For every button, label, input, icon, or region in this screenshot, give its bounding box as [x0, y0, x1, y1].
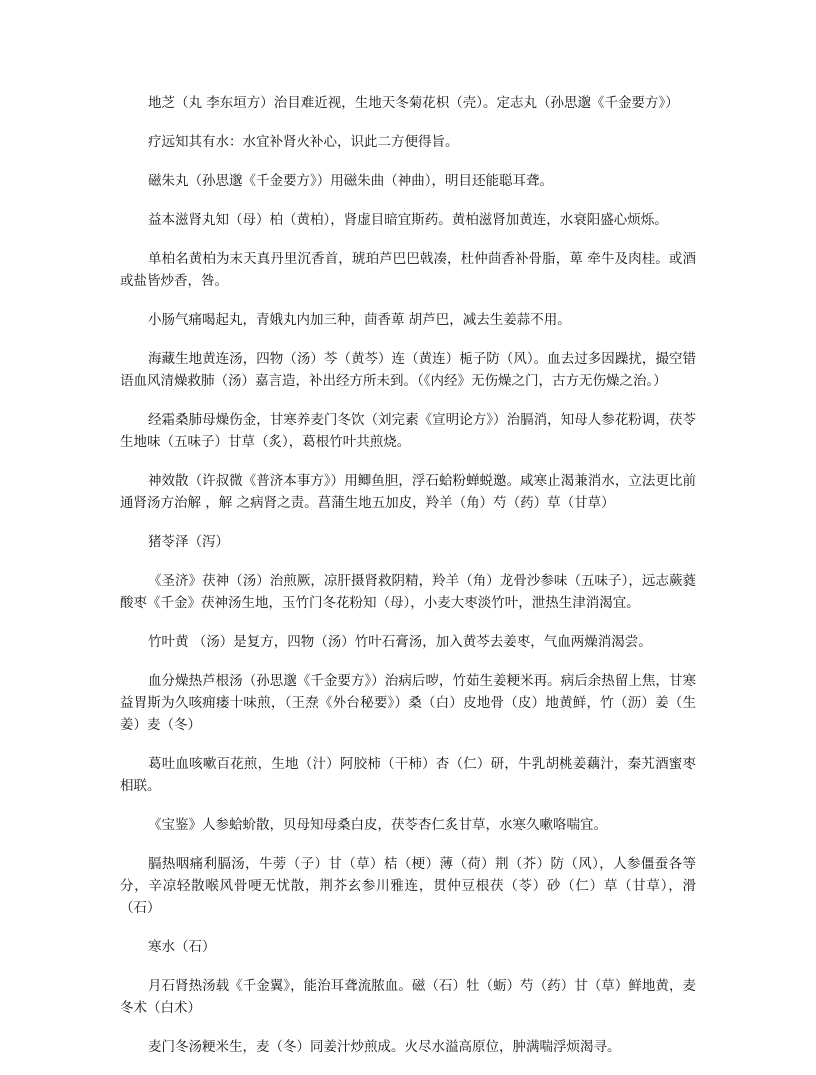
paragraph: 猪苓泽（泻）: [148, 534, 229, 550]
paragraph: 麦门冬汤粳米生，麦（冬）同姜汁炒煎成。火尽水溢高原位，肿满喘浮烦渴寻。: [148, 1039, 621, 1055]
paragraph: 竹叶黄 （汤）是复方，四物（汤）竹叶石膏汤，加入黄芩去姜枣，气血两燥消渴尝。: [148, 634, 652, 650]
paragraph: 磁朱丸（孙思邈《千金要方》）用磁朱曲（神曲），明目还能聪耳聋。: [148, 173, 553, 189]
paragraph: 经霜桑肺母燥伤金，甘寒养麦门冬饮（刘完素《宣明论方》）治膈消，知母人参花粉调，茯苓生地味（五味子）甘草（炙），葛根竹叶共煎烧。: [120, 412, 696, 450]
paragraph: 血分燥热芦根汤（孙思邈《千金要方》）治病后哕，竹茹生姜粳米再。病后余热留上焦，甘寒益胃斯为久咳痈瘘十味煎，（王焘《外台秘要》）桑（白）皮地骨（皮）地黄鲜，竹（沥）姜（生姜）麦（冬）: [120, 673, 696, 733]
paragraph: 地芝（丸 李东垣方）治目难近视，生地天冬菊花枳（壳）。定志丸（孙思邈《千金要方》）: [148, 95, 679, 111]
paragraph: 《圣济》茯神（汤）治煎厥，凉肝摄肾救阴精，羚羊（角）龙骨沙参味（五味子），远志蕨蕤酸枣《千金》茯神汤生地，玉竹门冬花粉知（母），小麦大枣淡竹叶，泄热生津消渴宜。: [120, 573, 696, 611]
paragraph: 神效散（许叔微《普济本事方》）用鲫鱼胆，浮石蛤粉蝉蜕邀。咸寒止渴兼消水，立法更比前通肾汤方治解 ，解 之病肾之责。菖蒲生地五加皮，羚羊（角）芍（药）草（甘草）: [120, 473, 696, 511]
paragraph: 寒水（石）: [148, 939, 216, 955]
paragraph: 葛吐血咳嗽百花煎，生地（汁）阿胶柿（干柿）杏（仁）研，牛乳胡桃姜藕汁，秦艽酒蜜枣相联。: [120, 756, 696, 794]
document-body: [120, 92, 696, 1075]
paragraph: 小肠气痛喝起丸，青娥丸内加三种，茴香萆 胡芦巴，减去生姜蒜不用。: [148, 312, 571, 328]
paragraph: 海藏生地黄连汤，四物（汤）芩（黄芩）连（黄连）栀子防（风）。血去过多因躁扰，撮空错语血风清燥救肺（汤）嘉言造，补出经方所未到。（《内经》无伤燥之门，古方无伤燥之治。）: [120, 351, 696, 389]
paragraph: 《宝鉴》人参蛤蚧散，贝母知母桑白皮，茯苓杏仁炙甘草，水寒久嗽咯喘宜。: [148, 817, 607, 833]
paragraph: 膈热咽痛利膈汤，牛蒡（子）甘（草）桔（梗）薄（荷）荆（芥）防（风），人参僵蚕各等分，辛凉轻散喉风骨哽无忧散，荆芥玄参川雅连，贯仲豆根茯（苓）砂（仁）草（甘草），滑（石）: [120, 856, 696, 916]
paragraph: 疗远知其有水：水宜补肾火补心，识此二方便得旨。: [148, 134, 459, 150]
paragraph: 单柏名黄柏为末天真丹里沉香首，琥珀芦巴巴戟凑，杜仲茴香补骨脂，萆 牵牛及肉桂。或酒或盐皆炒香，咎。: [120, 251, 696, 289]
paragraph: 益本滋肾丸知（母）柏（黄柏），肾虚目暗宜斯药。黄柏滋肾加黄连，水衰阳盛心烦烁。: [148, 212, 668, 228]
paragraph: 月石肾热汤载《千金翼》，能治耳聋流脓血。磁（石）牡（蛎）芍（药）甘（草）鲜地黄，麦冬术（白术）: [120, 978, 696, 1016]
